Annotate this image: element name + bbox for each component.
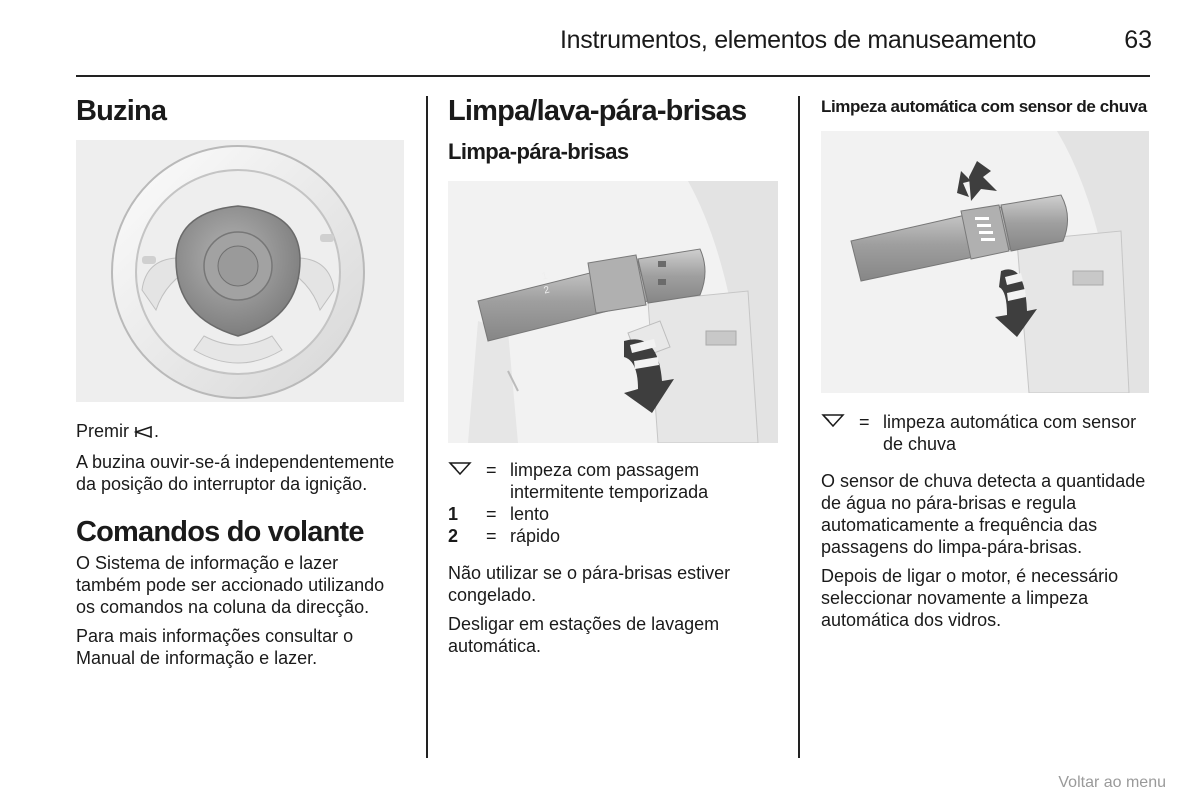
wiper-lever-illustration bbox=[448, 181, 778, 443]
legend-equals: = bbox=[859, 412, 870, 432]
wiper-subheading: Limpa-pára-brisas bbox=[448, 139, 629, 164]
legend-row-fast bbox=[448, 525, 778, 547]
lever-digit-2: 2 bbox=[542, 284, 551, 297]
horn-instruction-end: . bbox=[154, 421, 160, 441]
legend-text: rápido bbox=[510, 526, 561, 546]
auto-wiper-legend bbox=[821, 411, 1151, 455]
wiper-legend bbox=[448, 459, 778, 547]
auto-wiper-column bbox=[821, 92, 1151, 631]
horn-column bbox=[76, 92, 406, 669]
horn-icon bbox=[134, 422, 154, 444]
header-rule bbox=[76, 75, 1150, 77]
column-divider-2 bbox=[798, 96, 800, 758]
horn-instruction bbox=[76, 420, 406, 444]
legend-row-auto bbox=[821, 411, 1151, 455]
steering-wheel-drawing bbox=[76, 140, 404, 402]
steering-controls-paragraph-2: Para mais informações consultar o Manual de informação e lazer. bbox=[76, 626, 354, 668]
auto-wiper-heading: Limpeza automática com sensor de chuva bbox=[821, 97, 1147, 116]
page-header-title: Instrumentos, elementos de manuseamento bbox=[560, 26, 1037, 54]
horn-instruction-text: Premir bbox=[76, 421, 134, 441]
steering-controls-paragraph-1: O Sistema de informação e lazer também pode ser accionado utilizando os comandos na coluna da direcção. bbox=[76, 553, 385, 617]
legend-equals: = bbox=[486, 526, 497, 546]
legend-row-slow bbox=[448, 503, 778, 525]
legend-equals: = bbox=[486, 504, 497, 524]
wiper-lever-drawing bbox=[448, 181, 778, 443]
wiper-paragraph-2: Desligar em estações de lavagem automática. bbox=[448, 614, 720, 656]
legend-text: limpeza automática com sensor de chuva bbox=[883, 412, 1137, 454]
legend-text: limpeza com passagem intermitente temporizada bbox=[510, 460, 709, 502]
rain-sensor-lever-drawing bbox=[821, 131, 1149, 393]
auto-wiper-paragraph-2: Depois de ligar o motor, é necessário seleccionar novamente a limpeza automática dos vidros. bbox=[821, 566, 1119, 630]
legend-text: lento bbox=[510, 504, 550, 524]
wiper-interval-icon bbox=[448, 459, 486, 503]
column-divider-1 bbox=[426, 96, 428, 758]
lever-digit-1: 1 bbox=[540, 270, 549, 283]
wiper-paragraph-1: Não utilizar se o pára-brisas estiver congelado. bbox=[448, 563, 731, 605]
horn-heading: Buzina bbox=[76, 95, 167, 127]
horn-paragraph: A buzina ouvir-se-á independentemente da posição do interruptor da ignição. bbox=[76, 452, 395, 494]
legend-key: 1 bbox=[448, 504, 459, 524]
legend-key: 2 bbox=[448, 526, 459, 546]
page-number: 63 bbox=[1124, 26, 1152, 54]
wiper-heading: Limpa/lava-pára-brisas bbox=[448, 95, 747, 127]
legend-row-interval bbox=[448, 459, 778, 503]
wiper-column bbox=[448, 92, 778, 657]
legend-equals: = bbox=[486, 460, 497, 480]
auto-wiper-paragraph-1: O sensor de chuva detecta a quantidade de água no pára-brisas e regula automaticamente a frequência das passagens do limpa-pára-brisas. bbox=[821, 471, 1146, 557]
steering-wheel-illustration bbox=[76, 140, 404, 402]
wiper-auto-icon bbox=[821, 411, 859, 455]
back-to-menu-link[interactable]: Voltar ao menu bbox=[1058, 774, 1166, 791]
steering-controls-heading: Comandos do volante bbox=[76, 516, 364, 548]
rain-sensor-lever-illustration bbox=[821, 131, 1149, 393]
